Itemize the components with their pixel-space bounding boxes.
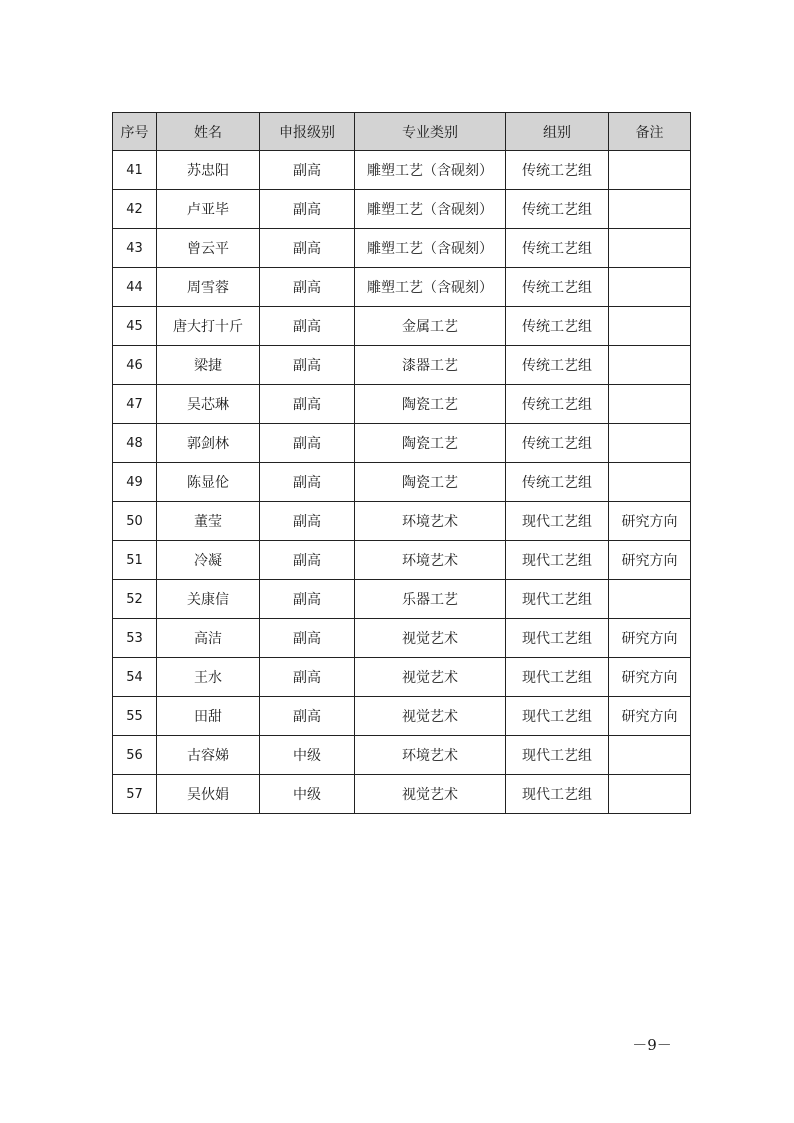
cell-remarks: [609, 424, 691, 463]
table-row: [113, 541, 691, 580]
cell-specialty: 雕塑工艺（含砚刻）: [355, 229, 506, 268]
cell-level: 副高: [260, 658, 355, 697]
cell-name: 田甜: [157, 697, 260, 736]
cell-remarks: [609, 268, 691, 307]
cell-level: 副高: [260, 190, 355, 229]
table-row: [113, 268, 691, 307]
cell-specialty: 视觉艺术: [355, 619, 506, 658]
table-row: [113, 307, 691, 346]
page-number: －9－: [632, 1036, 672, 1054]
cell-level: 副高: [260, 541, 355, 580]
header-remarks: 备注: [609, 113, 691, 151]
cell-group: 传统工艺组: [506, 463, 609, 502]
cell-remarks: [609, 307, 691, 346]
cell-name: 吴芯琳: [157, 385, 260, 424]
cell-remarks: 研究方向: [609, 619, 691, 658]
cell-group: 传统工艺组: [506, 307, 609, 346]
cell-level: 中级: [260, 736, 355, 775]
cell-index: 49: [113, 463, 157, 502]
cell-name: 高洁: [157, 619, 260, 658]
header-row: [113, 113, 691, 151]
cell-remarks: [609, 463, 691, 502]
cell-group: 传统工艺组: [506, 385, 609, 424]
cell-index: 53: [113, 619, 157, 658]
cell-name: 曾云平: [157, 229, 260, 268]
cell-group: 传统工艺组: [506, 268, 609, 307]
cell-group: 传统工艺组: [506, 346, 609, 385]
cell-level: 副高: [260, 307, 355, 346]
header-group: 组别: [506, 113, 609, 151]
cell-index: 42: [113, 190, 157, 229]
header-level: 申报级别: [260, 113, 355, 151]
cell-remarks: 研究方向: [609, 541, 691, 580]
cell-remarks: [609, 385, 691, 424]
cell-specialty: 乐器工艺: [355, 580, 506, 619]
cell-specialty: 视觉艺术: [355, 658, 506, 697]
cell-index: 52: [113, 580, 157, 619]
cell-group: 现代工艺组: [506, 697, 609, 736]
cell-index: 50: [113, 502, 157, 541]
cell-specialty: 陶瓷工艺: [355, 463, 506, 502]
cell-index: 48: [113, 424, 157, 463]
cell-remarks: 研究方向: [609, 697, 691, 736]
cell-group: 传统工艺组: [506, 151, 609, 190]
cell-specialty: 环境艺术: [355, 736, 506, 775]
table-row: [113, 346, 691, 385]
cell-index: 51: [113, 541, 157, 580]
cell-index: 45: [113, 307, 157, 346]
header-specialty: 专业类别: [355, 113, 506, 151]
cell-specialty: 环境艺术: [355, 502, 506, 541]
roster-table: [112, 112, 691, 814]
cell-group: 传统工艺组: [506, 229, 609, 268]
cell-index: 57: [113, 775, 157, 814]
cell-level: 副高: [260, 463, 355, 502]
cell-level: 副高: [260, 229, 355, 268]
header-index: 序号: [113, 113, 157, 151]
table-row: [113, 697, 691, 736]
cell-level: 副高: [260, 346, 355, 385]
cell-name: 陈显伦: [157, 463, 260, 502]
cell-group: 现代工艺组: [506, 580, 609, 619]
cell-group: 现代工艺组: [506, 736, 609, 775]
cell-name: 郭剑林: [157, 424, 260, 463]
cell-remarks: [609, 346, 691, 385]
table-row: [113, 580, 691, 619]
cell-name: 苏忠阳: [157, 151, 260, 190]
table-row: [113, 190, 691, 229]
cell-remarks: [609, 229, 691, 268]
cell-name: 王水: [157, 658, 260, 697]
table-row: [113, 775, 691, 814]
cell-remarks: [609, 580, 691, 619]
cell-index: 55: [113, 697, 157, 736]
cell-group: 现代工艺组: [506, 775, 609, 814]
cell-level: 副高: [260, 580, 355, 619]
cell-level: 副高: [260, 268, 355, 307]
cell-level: 副高: [260, 502, 355, 541]
cell-level: 副高: [260, 697, 355, 736]
cell-group: 现代工艺组: [506, 541, 609, 580]
cell-remarks: [609, 736, 691, 775]
cell-specialty: 视觉艺术: [355, 775, 506, 814]
table-row: [113, 619, 691, 658]
cell-index: 56: [113, 736, 157, 775]
cell-remarks: 研究方向: [609, 658, 691, 697]
cell-name: 唐大打十斤: [157, 307, 260, 346]
cell-name: 董莹: [157, 502, 260, 541]
cell-specialty: 陶瓷工艺: [355, 385, 506, 424]
cell-level: 副高: [260, 424, 355, 463]
table-body: [113, 151, 691, 814]
cell-index: 41: [113, 151, 157, 190]
table-row: [113, 151, 691, 190]
cell-name: 冷凝: [157, 541, 260, 580]
cell-group: 现代工艺组: [506, 502, 609, 541]
cell-specialty: 雕塑工艺（含砚刻）: [355, 151, 506, 190]
cell-index: 44: [113, 268, 157, 307]
table-header: [113, 113, 691, 151]
table-row: [113, 502, 691, 541]
cell-level: 副高: [260, 619, 355, 658]
cell-level: 副高: [260, 151, 355, 190]
cell-name: 周雪蓉: [157, 268, 260, 307]
cell-specialty: 漆器工艺: [355, 346, 506, 385]
cell-specialty: 金属工艺: [355, 307, 506, 346]
table-row: [113, 424, 691, 463]
cell-remarks: [609, 190, 691, 229]
cell-name: 卢亚毕: [157, 190, 260, 229]
cell-specialty: 环境艺术: [355, 541, 506, 580]
cell-index: 47: [113, 385, 157, 424]
cell-index: 54: [113, 658, 157, 697]
cell-name: 古容娣: [157, 736, 260, 775]
cell-specialty: 雕塑工艺（含砚刻）: [355, 268, 506, 307]
cell-group: 传统工艺组: [506, 424, 609, 463]
table-row: [113, 736, 691, 775]
cell-specialty: 陶瓷工艺: [355, 424, 506, 463]
cell-level: 副高: [260, 385, 355, 424]
table-row: [113, 229, 691, 268]
cell-index: 43: [113, 229, 157, 268]
header-name: 姓名: [157, 113, 260, 151]
cell-specialty: 雕塑工艺（含砚刻）: [355, 190, 506, 229]
cell-group: 现代工艺组: [506, 658, 609, 697]
cell-specialty: 视觉艺术: [355, 697, 506, 736]
cell-group: 现代工艺组: [506, 619, 609, 658]
cell-level: 中级: [260, 775, 355, 814]
cell-name: 吴伙娟: [157, 775, 260, 814]
table-row: [113, 463, 691, 502]
cell-group: 传统工艺组: [506, 190, 609, 229]
cell-name: 梁捷: [157, 346, 260, 385]
cell-index: 46: [113, 346, 157, 385]
cell-remarks: 研究方向: [609, 502, 691, 541]
cell-remarks: [609, 775, 691, 814]
cell-name: 关康信: [157, 580, 260, 619]
cell-remarks: [609, 151, 691, 190]
table-row: [113, 658, 691, 697]
table-row: [113, 385, 691, 424]
